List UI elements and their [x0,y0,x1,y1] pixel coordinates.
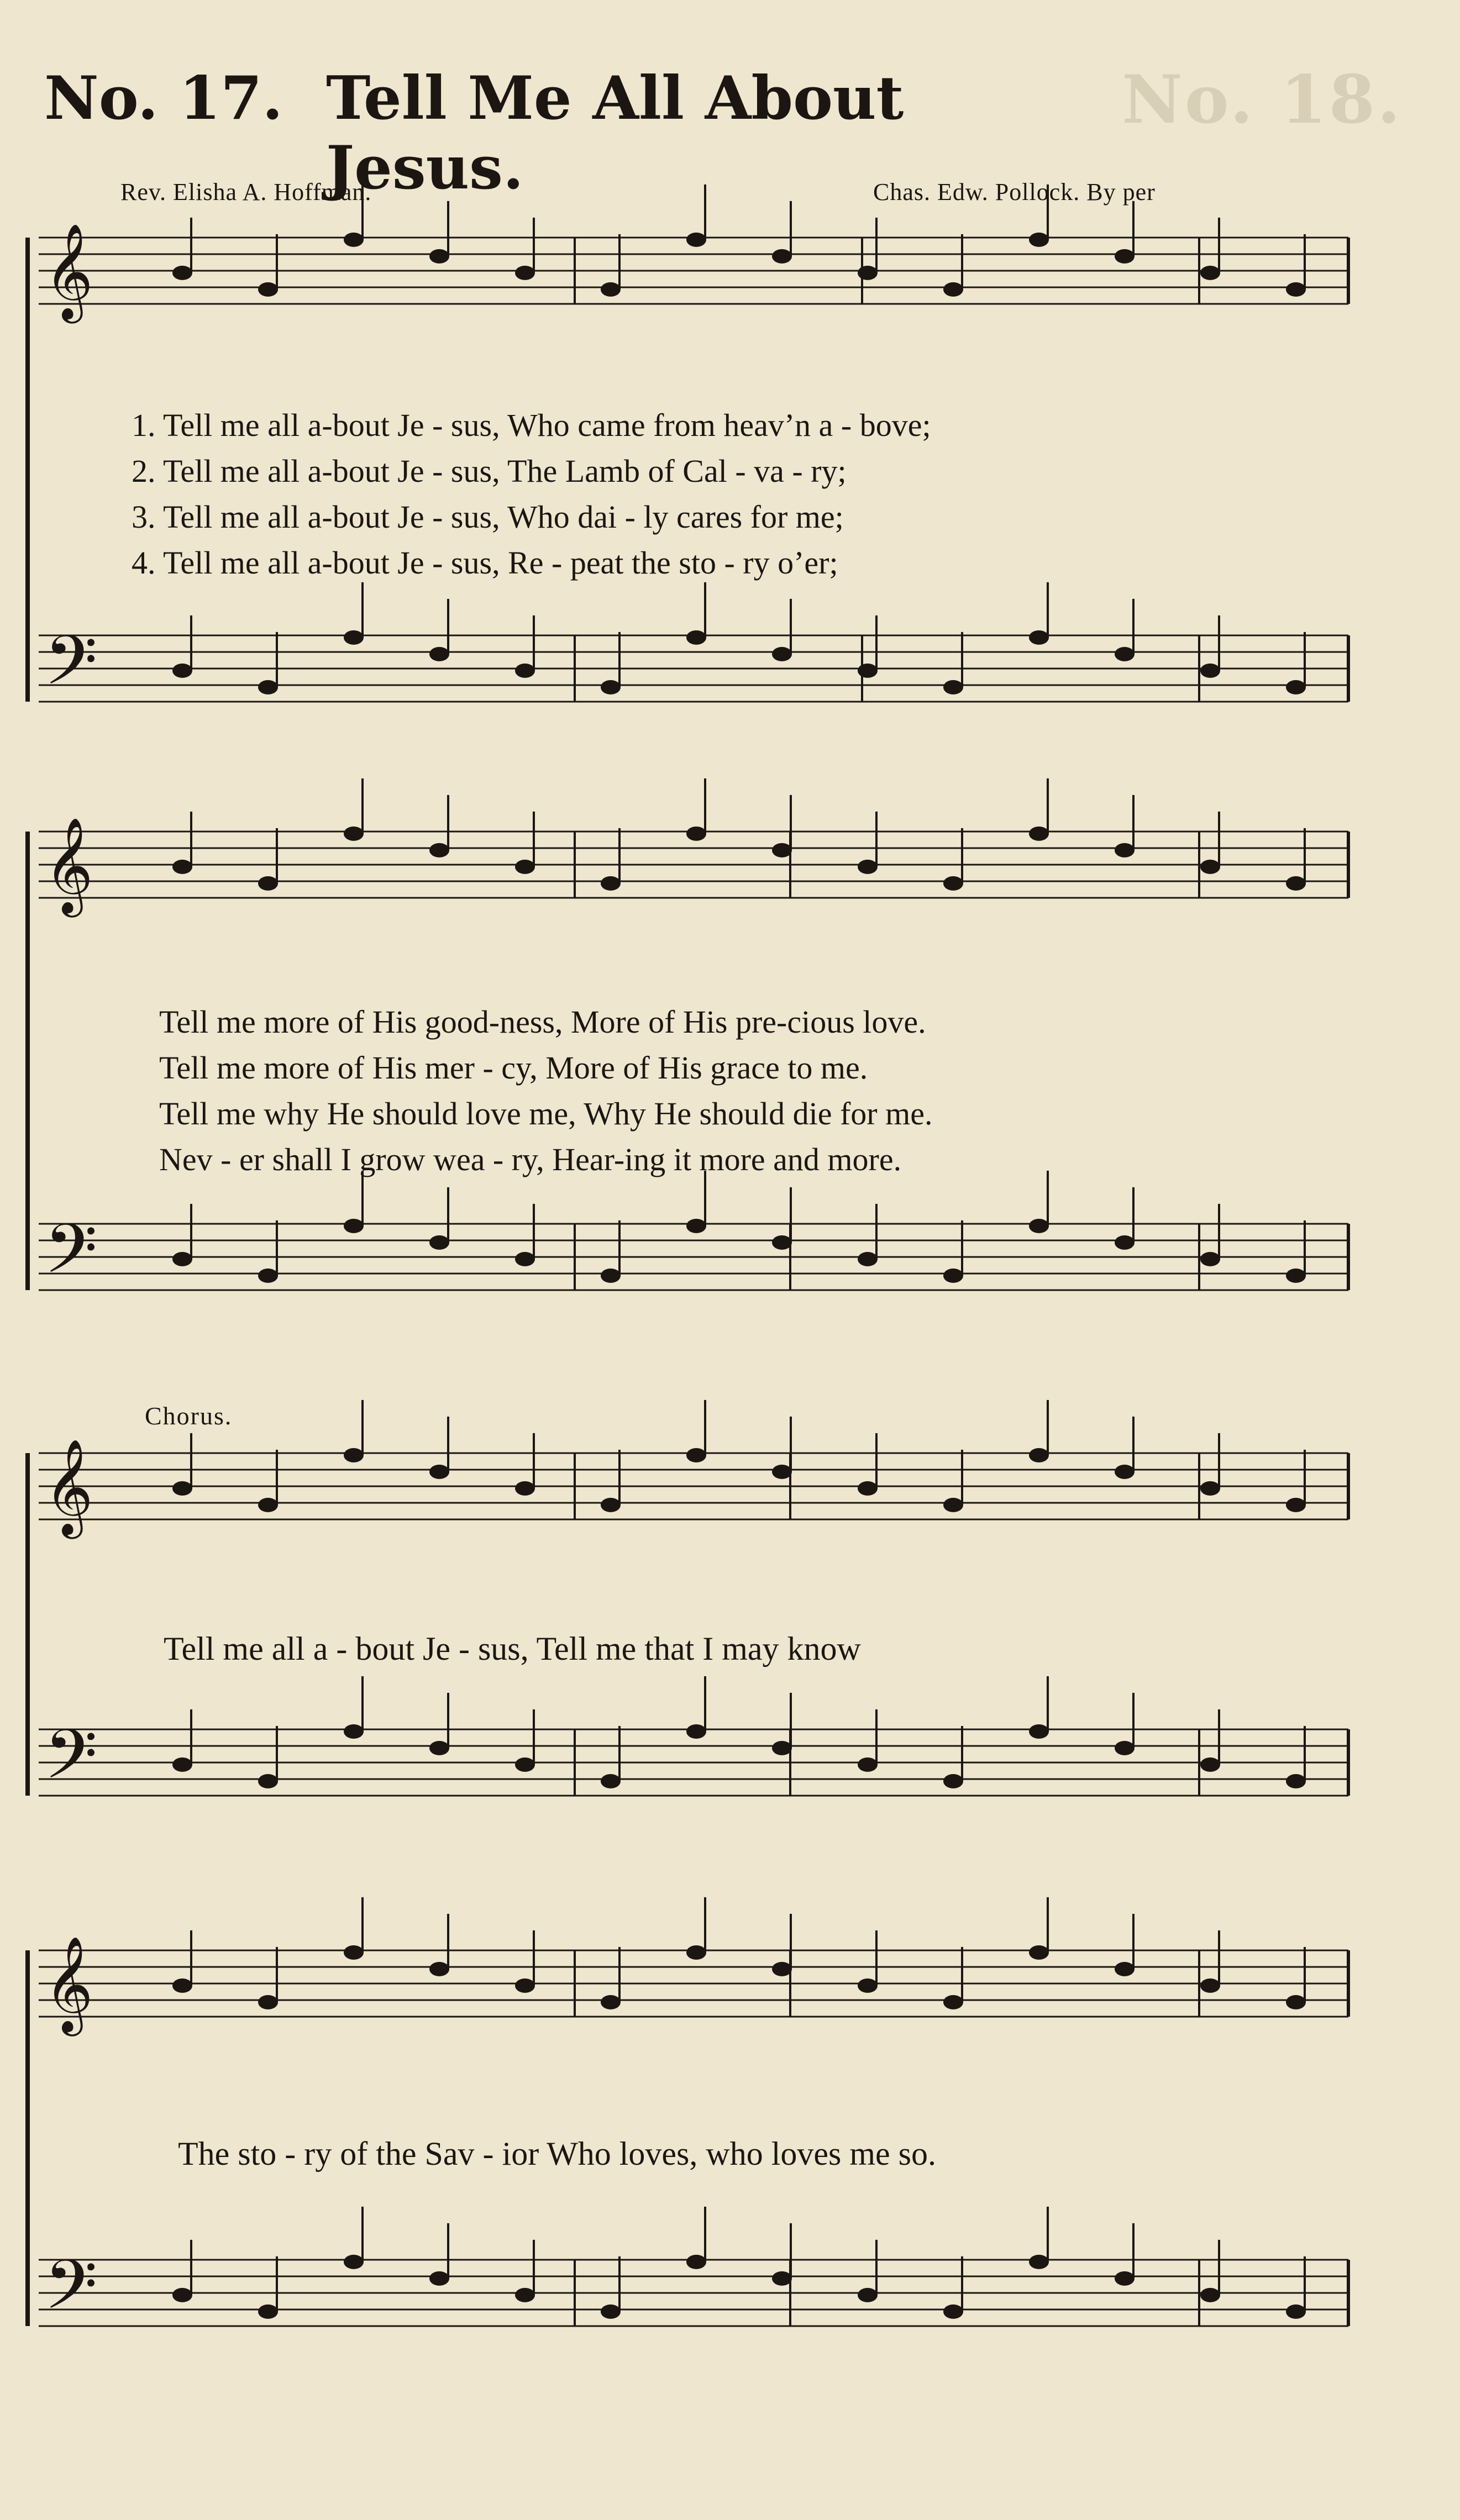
note-head [686,1724,706,1739]
note-head [686,630,706,645]
note-head [601,1995,621,2009]
note-head [344,1448,364,1462]
note-head [772,1465,792,1479]
bleed-through-number: No. 18. [1122,61,1403,139]
bass-clef-icon: 𝄢 [44,621,98,717]
note-head [1286,1498,1306,1512]
composer-credit: Chas. Edw. Pollock. By per [873,178,1156,206]
note-head [943,1269,963,1283]
note-head [172,2288,192,2302]
note-head [515,1979,535,1993]
note-head [601,282,621,297]
treble-clef-icon: 𝄞 [44,223,93,319]
verse-line-1: 1. Tell me all a-bout Je - sus, Who came from heav’n a - bove; [132,407,931,443]
note-head [858,1252,878,1266]
note-head [858,266,878,280]
verse-lyrics-part2 [159,999,932,1182]
note-head [515,1758,535,1772]
note-head [429,647,449,661]
note-head [344,827,364,841]
note-head [772,647,792,661]
note-head [344,1219,364,1233]
note-head [515,1481,535,1496]
treble-clef-icon: 𝄞 [44,1439,93,1535]
note-head [1029,1945,1049,1960]
note-head [344,630,364,645]
note-head [601,876,621,891]
note-head [515,2288,535,2302]
note-head [943,282,963,297]
note-head [344,1724,364,1739]
note-head [344,233,364,247]
note-head [1115,1235,1135,1250]
note-head [1115,249,1135,264]
note-head [772,249,792,264]
lyricist-credit: Rev. Elisha A. Hoffman. [120,178,372,206]
bass-clef-icon: 𝄢 [44,1209,98,1306]
note-head [1115,2271,1135,2286]
verse-line-2: 2. Tell me all a-bout Je - sus, The Lamb of Cal - va - ry; [132,453,847,489]
note-head [258,1498,278,1512]
note-head [429,249,449,264]
note-head [772,843,792,857]
note-head [172,1758,192,1772]
note-head [1029,1448,1049,1462]
chorus-lyric-1: Tell me all a - bout Je - sus, Tell me that I may know [164,1630,861,1667]
note-head [1029,1724,1049,1739]
note-head [772,1741,792,1755]
note-head [258,1269,278,1283]
bass-clef-icon: 𝄢 [44,1715,98,1811]
note-head [429,843,449,857]
note-head [1200,664,1220,678]
note-head [686,1448,706,1462]
treble-clef-icon: 𝄞 [44,1936,93,2032]
note-head [344,1945,364,1960]
note-head [943,1498,963,1512]
note-head [772,1962,792,1976]
note-head [1115,1962,1135,1976]
note-head [858,2288,878,2302]
verse2-line-4: Nev - er shall I grow wea - ry, Hear-ing it more and more. [159,1141,902,1177]
note-head [686,1219,706,1233]
note-head [1200,266,1220,280]
note-head [1286,2305,1306,2319]
note-head [686,1945,706,1960]
note-head [429,1235,449,1250]
note-head [1115,1741,1135,1755]
note-head [515,860,535,874]
note-head [601,1498,621,1512]
note-head [1115,843,1135,857]
note-head [1286,680,1306,695]
note-head [858,1979,878,1993]
note-head [515,266,535,280]
chorus-lyric-2: The sto - ry of the Sav - ior Who loves, who loves me so. [178,2135,937,2172]
bass-clef-icon: 𝄢 [44,2245,98,2342]
note-head [172,1979,192,1993]
note-head [1029,630,1049,645]
note-head [1200,1252,1220,1266]
verse2-line-2: Tell me more of His mer - cy, More of His grace to me. [159,1050,868,1086]
note-head [515,664,535,678]
note-head [258,1774,278,1788]
note-head [943,876,963,891]
treble-clef-icon: 𝄞 [44,817,93,913]
note-head [686,233,706,247]
note-head [1200,1979,1220,1993]
note-head [943,680,963,695]
note-head [172,1481,192,1496]
note-head [858,1758,878,1772]
note-head [429,1741,449,1755]
note-head [1200,860,1220,874]
note-head [1286,282,1306,297]
note-head [429,2271,449,2286]
hymn-title: Tell Me All About Jesus. [326,64,904,203]
note-head [258,1995,278,2009]
note-head [858,664,878,678]
note-head [601,680,621,695]
note-head [943,1995,963,2009]
note-head [686,827,706,841]
note-head [1200,1481,1220,1496]
note-head [258,282,278,297]
note-head [172,664,192,678]
note-head [429,1962,449,1976]
note-head [772,2271,792,2286]
note-head [1286,1774,1306,1788]
hymn-number: No. 17. [44,64,283,133]
verse-lyrics-part1 [132,402,931,586]
note-head [858,860,878,874]
note-head [515,1252,535,1266]
note-head [1029,233,1049,247]
note-head [1200,2288,1220,2302]
verse-line-4: 4. Tell me all a-bout Je - sus, Re - peat the sto - ry o’er; [132,545,838,581]
verse2-line-3: Tell me why He should love me, Why He should die for me. [159,1096,933,1132]
verse2-line-1: Tell me more of His good-ness, More of His pre-cious love. [159,1004,926,1040]
note-head [601,1269,621,1283]
note-head [258,2305,278,2319]
note-head [258,876,278,891]
note-head [1286,1269,1306,1283]
note-head [172,860,192,874]
note-head [258,680,278,695]
note-head [772,1235,792,1250]
note-head [858,1481,878,1496]
note-head [601,2305,621,2319]
note-head [1115,647,1135,661]
note-head [1029,827,1049,841]
note-head [172,1252,192,1266]
note-head [172,266,192,280]
note-head [1286,876,1306,891]
note-head [943,2305,963,2319]
note-head [344,2255,364,2269]
chorus-label: Chorus. [145,1402,233,1430]
note-head [601,1774,621,1788]
note-head [1286,1995,1306,2009]
note-head [429,1465,449,1479]
note-head [1200,1758,1220,1772]
note-head [1029,1219,1049,1233]
verse-line-3: 3. Tell me all a-bout Je - sus, Who dai - ly cares for me; [132,499,844,535]
note-head [1029,2255,1049,2269]
note-head [943,1774,963,1788]
note-head [1115,1465,1135,1479]
note-head [686,2255,706,2269]
